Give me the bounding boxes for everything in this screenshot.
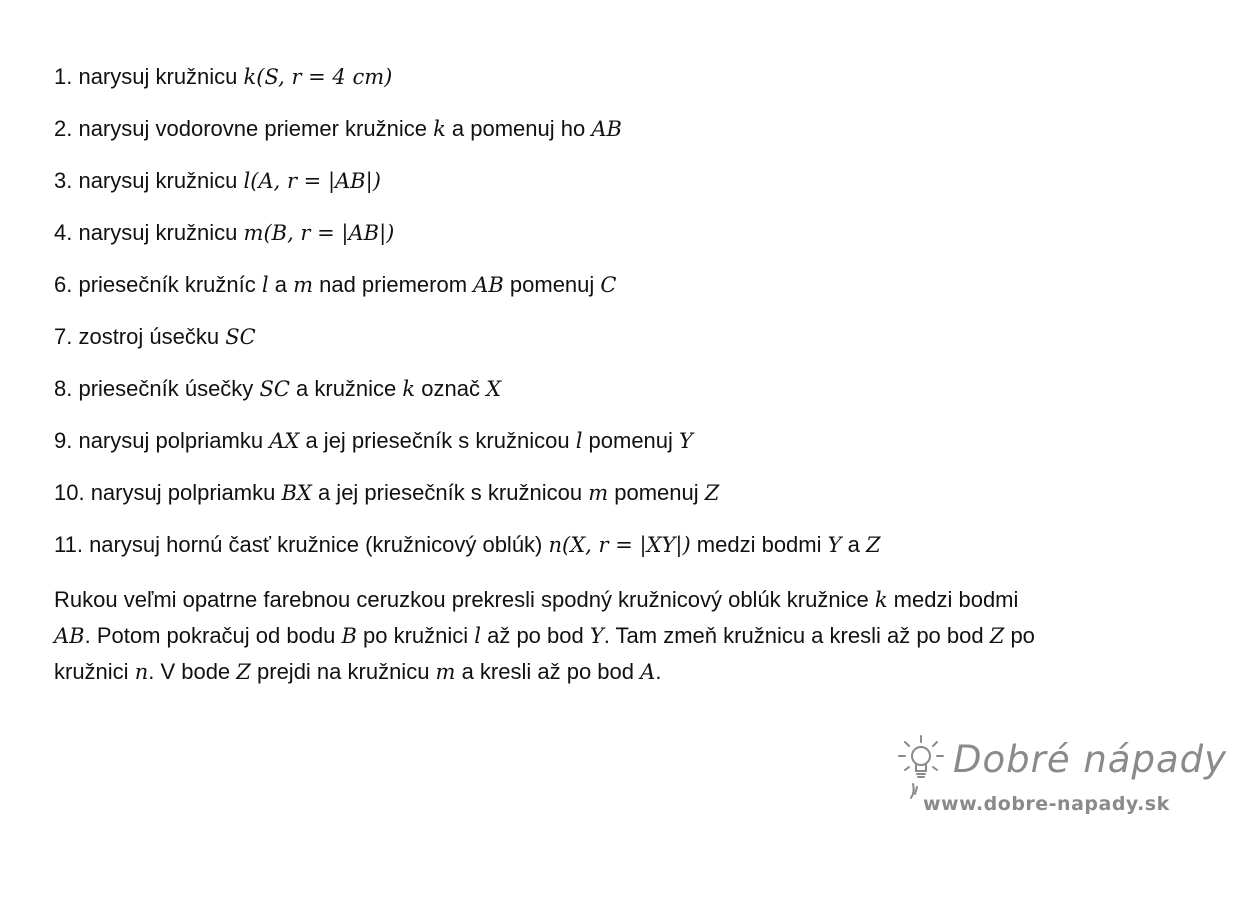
math-expression: X: [486, 377, 502, 401]
math-expression: k: [433, 117, 446, 141]
math-expression: B: [341, 624, 357, 648]
text-run: medzi bodmi: [887, 587, 1019, 612]
text-run: a: [841, 532, 866, 557]
math-expression: AX: [269, 429, 300, 453]
text-run: označ: [415, 376, 487, 401]
paragraph-line: [54, 582, 1174, 618]
step-10: [54, 478, 1174, 507]
math-expression: Y: [679, 429, 693, 453]
text-run: 7. zostroj úsečku: [54, 324, 226, 349]
text-run: 11. narysuj hornú časť kružnice (kružnicový oblúk): [54, 532, 549, 557]
text-run: . V bode: [148, 659, 237, 684]
step-7: [54, 322, 1174, 351]
math-expression: Y: [589, 624, 604, 648]
math-expression: n(X, r = |XY|): [548, 533, 691, 557]
text-run: pomenuj: [608, 480, 705, 505]
text-run: 4. narysuj kružnicu: [54, 220, 244, 245]
math-expression: C: [600, 273, 617, 297]
text-run: Rukou veľmi opatrne farebnou ceruzkou prekresli spodný kružnicový oblúk kružnice: [54, 587, 875, 612]
step-3: [54, 166, 1174, 195]
step-11: [54, 530, 1174, 559]
text-run: 6. priesečník kružníc: [54, 272, 262, 297]
text-run: pomenuj: [582, 428, 680, 453]
text-run: medzi bodmi: [690, 532, 828, 557]
step-9: [54, 426, 1174, 455]
text-run: 8. priesečník úsečky: [54, 376, 260, 401]
text-run: . Tam zmeň kružnicu a kresli až po bod: [603, 623, 990, 648]
math-expression: AB: [473, 273, 504, 297]
site-logo: [895, 732, 1228, 822]
math-expression: m: [588, 481, 609, 505]
text-run: prejdi na kružnicu: [250, 659, 436, 684]
step-2: [54, 114, 1174, 143]
text-run: 1. narysuj kružnicu: [54, 64, 244, 89]
logo-name: Dobré nápady: [953, 738, 1228, 781]
text-run: 9. narysuj polpriamku: [54, 428, 270, 453]
text-run: nad priemerom: [312, 272, 474, 297]
math-expression: n: [134, 660, 149, 684]
text-run: až po bod: [480, 623, 590, 648]
step-8: [54, 374, 1174, 403]
text-run: a kružnice: [289, 376, 403, 401]
step-list: [54, 62, 1174, 559]
logo-url[interactable]: www.dobre-napady.sk: [923, 793, 1170, 815]
math-expression: A: [640, 660, 656, 684]
math-expression: m: [293, 273, 313, 297]
math-expression: l: [575, 429, 583, 453]
text-run: a jej priesečník s kružnicou: [299, 428, 576, 453]
paragraph-line: [54, 618, 1174, 654]
step-4: [54, 218, 1174, 247]
math-expression: l: [261, 273, 269, 297]
step-6: [54, 270, 1174, 299]
text-run: pomenuj: [503, 272, 601, 297]
math-expression: Z: [704, 481, 720, 505]
math-expression: k: [402, 377, 416, 401]
text-run: kružnici: [54, 659, 135, 684]
text-run: a: [268, 272, 294, 297]
math-expression: SC: [259, 377, 290, 401]
text-run: a jej priesečník s kružnicou: [311, 480, 589, 505]
text-run: . Potom pokračuj od bodu: [84, 623, 342, 648]
text-run: po: [1004, 623, 1035, 648]
worksheet: [54, 62, 1174, 690]
math-expression: AB: [591, 117, 622, 141]
text-run: a pomenuj ho: [445, 116, 592, 141]
math-expression: Z: [989, 624, 1005, 648]
math-expression: k: [874, 588, 888, 612]
math-expression: k(S, r = 4 cm): [243, 65, 393, 89]
text-run: po kružnici: [356, 623, 475, 648]
text-run: .: [655, 659, 662, 684]
instruction-paragraph: [54, 582, 1174, 690]
math-expression: Y: [827, 533, 842, 557]
math-expression: Z: [865, 533, 881, 557]
text-run: 3. narysuj kružnicu: [54, 168, 244, 193]
text-run: 10. narysuj polpriamku: [54, 480, 282, 505]
math-expression: Z: [236, 660, 251, 684]
math-expression: l: [474, 624, 481, 648]
step-1: [54, 62, 1174, 91]
math-expression: BX: [281, 481, 312, 505]
math-expression: AB: [54, 624, 85, 648]
paragraph-line: [54, 654, 1174, 690]
math-expression: m: [435, 660, 456, 684]
math-expression: l(A, r = |AB|): [243, 169, 381, 193]
math-expression: m(B, r = |AB|): [243, 221, 395, 245]
text-run: a kresli až po bod: [455, 659, 641, 684]
text-run: 2. narysuj vodorovne priemer kružnice: [54, 116, 434, 141]
math-expression: SC: [225, 325, 256, 349]
